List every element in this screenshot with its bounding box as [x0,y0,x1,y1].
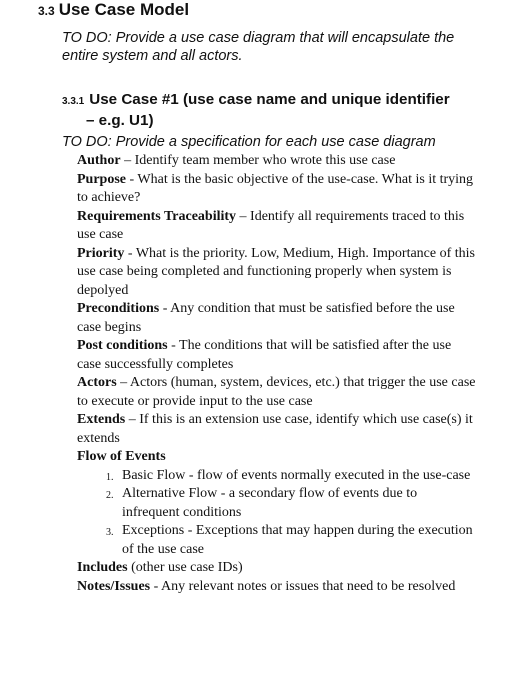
spec-term: Preconditions [77,301,160,316]
spec-term: Flow of Events [77,449,166,464]
spec-term: Actors [77,375,117,390]
flow-item-alternative [77,485,477,522]
spec-item-traceability [77,208,477,245]
flow-text: Basic Flow - flow of events normally executed in the use-case [122,467,471,483]
flow-list [77,467,477,560]
spec-term: Requirements Traceability [77,208,237,224]
subsection-title-line2: – e.g. U1) [86,112,154,129]
spec-text: - Any condition that must be satisfied before the use case begins [77,301,455,335]
section-number: 3.3 [38,4,55,18]
spec-term: Post conditions [77,338,168,353]
flow-text: Alternative Flow - a secondary flow of events due to infrequent conditions [122,486,418,520]
spec-item-extends [77,411,477,448]
flow-number: 1. [106,471,114,483]
section-heading [38,0,189,20]
subsection-title-line1: Use Case #1 (use case name and unique identifier [89,91,450,108]
spec-term: Purpose [77,171,126,187]
spec-item-preconditions [77,300,477,337]
subsection-todo: TO DO: Provide a specification for each use case diagram [62,134,436,150]
spec-term: Extends [77,412,126,427]
spec-item-priority [77,245,477,301]
section-todo: TO DO: Provide a use case diagram that will encapsulate the entire system and all actors. [62,30,455,64]
spec-text: – Actors (human, system, devices, etc.) that trigger the use case to execute or provide input to the use case [77,375,476,409]
spec-text: (other use case IDs) [127,560,243,575]
spec-term: Priority [77,245,125,261]
spec-term: Author [77,153,121,168]
spec-text: - Any relevant notes or issues that need to be resolved [150,578,456,594]
spec-text: – If this is an extension use case, identify which use case(s) it extends [77,412,473,446]
subsection-heading [62,90,492,130]
spec-item-postconditions [77,337,477,374]
spec-text: – Identify all requirements traced to this use case [77,208,465,242]
spec-item-includes [77,559,477,578]
spec-list [77,152,477,596]
section-title: Use Case Model [58,0,190,19]
flow-text: Exceptions - Exceptions that may happen during the execution of the use case [122,523,473,557]
flow-item-exceptions [77,522,477,559]
spec-term: Notes/Issues [77,578,151,594]
spec-item-notes [77,578,477,597]
spec-item-flow [77,448,477,467]
spec-text: - What is the basic objective of the use-case. What is it trying to achieve? [77,171,474,205]
flow-number: 2. [106,490,114,501]
subsection-number: 3.3.1 [62,96,85,107]
spec-item-purpose [77,171,477,208]
spec-term: Includes [77,560,128,575]
flow-number: 3. [106,527,114,538]
spec-text: - What is the priority. Low, Medium, High. Importance of this use case being completed and functioning properly when system is depolyed [77,245,476,298]
spec-text: - The conditions that will be satisfied after the use case successfully completes [77,338,452,372]
spec-text: – Identify team member who wrote this use case [120,153,396,168]
spec-item-actors [77,374,477,411]
spec-item-author [77,152,477,171]
flow-item-basic [77,467,477,486]
